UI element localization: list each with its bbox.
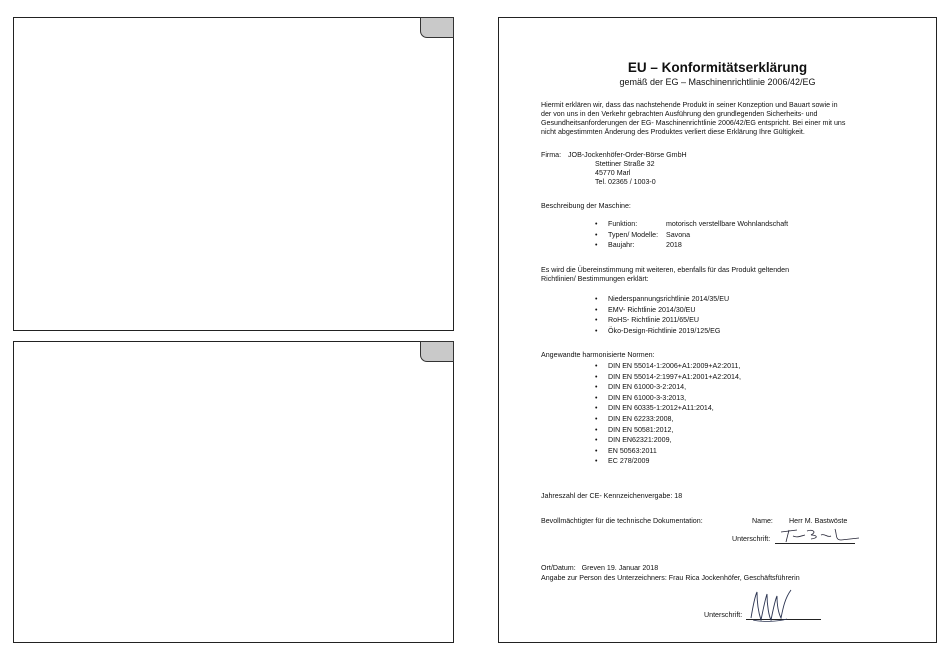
machine-list <box>595 220 788 252</box>
page-corner-tab <box>420 341 454 362</box>
list-item: • Baujahr: 2018 <box>595 241 788 252</box>
list-item: • Funktion: motorisch verstellbare Wohnlandschaft <box>595 220 788 231</box>
firma-address: JOB-Jockenhöfer-Order-Börse GmbH Stettiner Straße 32 45770 Marl Tel. 02365 / 1003-0 <box>568 151 687 187</box>
list-item: • Niederspannungsrichtlinie 2014/35/EU <box>595 295 729 306</box>
richtlinien-intro: Es wird die Übereinstimmung mit weiteren, ebenfalls für das Produkt geltenden Richtlinien/ Bestimmungen erklärt: <box>541 266 790 284</box>
name-value: Herr M. Bastwöste <box>789 517 848 525</box>
firma-label: Firma: <box>541 151 562 159</box>
list-item: • DIN EN 55014-1:2006+A1:2009+A2:2011, <box>595 362 741 373</box>
list-item: • DIN EN62321:2009, <box>595 436 741 447</box>
empty-page-panel-top <box>13 17 454 331</box>
document-page <box>498 17 937 643</box>
signature-bastwoeste-icon <box>777 526 862 546</box>
empty-page-panel-bottom <box>13 341 454 643</box>
page-corner-tab <box>420 17 454 38</box>
normen-heading: Angewandte harmonisierte Normen: <box>541 351 655 359</box>
document-subtitle: gemäß der EG – Maschinenrichtlinie 2006/42/EG <box>619 77 816 87</box>
list-item: • DIN EN 61000-3-2:2014, <box>595 383 741 394</box>
normen-list <box>595 362 741 468</box>
document-title: EU – Konformitätserklärung <box>627 60 808 75</box>
list-item: • Öko-Design-Richtlinie 2019/125/EG <box>595 327 729 338</box>
richtlinien-list <box>595 295 729 337</box>
list-item: • Typen/ Modelle: Savona <box>595 231 788 242</box>
list-item: • EMV- Richtlinie 2014/30/EU <box>595 306 729 317</box>
list-item: • EN 50563:2011 <box>595 447 741 458</box>
list-item: • DIN EN 61000-3-3:2013, <box>595 394 741 405</box>
name-label: Name: <box>752 517 773 525</box>
list-item: • DIN EN 60335-1:2012+A11:2014, <box>595 404 741 415</box>
list-item: • RoHS- Richtlinie 2011/65/EU <box>595 316 729 327</box>
list-item: • EC 278/2009 <box>595 457 741 468</box>
ort-datum-value: Greven 19. Januar 2018 <box>581 564 659 572</box>
list-item: • DIN EN 55014-2:1997+A1:2001+A2:2014, <box>595 373 741 384</box>
bevollmaechtigter-text: Bevollmächtigter für die technische Dokumentation: <box>541 517 703 525</box>
signature-jockenhoefer-icon <box>747 586 795 624</box>
list-item: • DIN EN 62233:2008, <box>595 415 741 426</box>
angabe-text: Angabe zur Person des Unterzeichners: Frau Rica Jockenhöfer, Geschäftsführerin <box>541 574 800 582</box>
beschreibung-heading: Beschreibung der Maschine: <box>541 202 631 210</box>
jahreszahl-text: Jahreszahl der CE- Kennzeichenvergabe: 18 <box>541 492 683 500</box>
list-item: • DIN EN 50581:2012, <box>595 426 741 437</box>
ort-datum-label: Ort/Datum: <box>541 564 576 572</box>
intro-paragraph: Hiermit erklären wir, dass das nachstehende Produkt in seiner Konzeption und Bauart sowie in der von uns in den Verkehr gebrachten Ausführung den grundlegenden Sicherheits- und Gesundheitsanforderungen der EG- Maschinenrichtlinie 2006/42/EG entspricht. Bei einer mit uns nicht abgestimmten Änderung des Produktes verliert diese Erklärung Ihre Gültigkeit. <box>541 101 846 137</box>
unterschrift-label-2: Unterschrift: <box>704 611 743 619</box>
unterschrift-label: Unterschrift: <box>732 535 771 543</box>
